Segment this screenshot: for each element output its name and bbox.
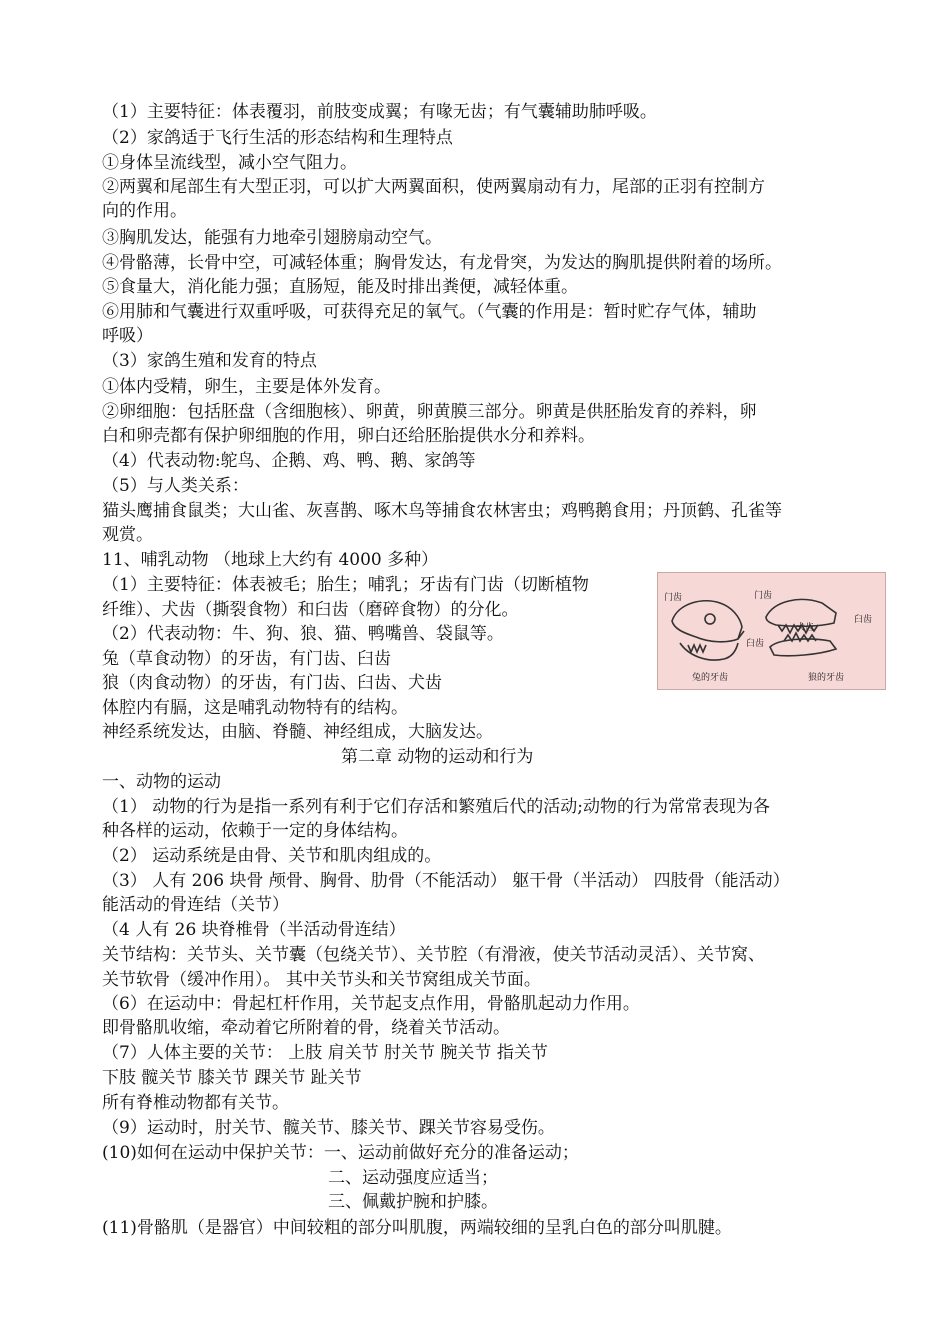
rabbit-skull (672, 601, 744, 660)
molar-label-wolf: 臼齿 (854, 615, 873, 625)
text-line: （9）运动时，肘关节、髋关节、膝关节、踝关节容易受伤。 (102, 1118, 555, 1138)
text-line: （3） 人有 206 块骨 颅骨、胸骨、肋骨（不能活动） 躯干骨（半活动） 四肢骨（能活动） (102, 871, 790, 891)
text-line: （1）主要特征：体表被毛；胎生；哺乳；牙齿有门齿（切断植物 (102, 575, 589, 595)
text-line: (11)骨骼肌（是器官）中间较粗的部分叫肌腹，两端较细的呈乳白色的部分叫肌腱。 (102, 1218, 732, 1238)
text-line: 呼吸） (102, 326, 153, 346)
text-line: （5）与人类关系： (102, 476, 249, 496)
text-line: （4）代表动物:鸵鸟、企鹅、鸡、鸭、鹅、家鸽等 (102, 451, 476, 471)
text-line: （6）在运动中：骨起杠杆作用，关节起支点作用，骨骼肌起动力作用。 (102, 994, 640, 1014)
text-line: （1） 动物的行为是指一系列有利于它们存活和繁殖后代的活动;动物的行为常常表现为各 (102, 797, 770, 817)
text-line: (10)如何在运动中保护关节：一、运动前做好充分的准备运动； (102, 1143, 579, 1163)
text-line: （3）家鸽生殖和发育的特点 (102, 351, 317, 371)
text-line: 即骨骼肌收缩，牵动着它所附着的骨，绕着关节活动。 (102, 1018, 510, 1038)
incisor-label-rabbit: 门齿 (664, 593, 683, 603)
chapter-heading: 第二章 动物的运动和行为 (341, 747, 534, 767)
text-line: 向的作用。 (102, 201, 187, 221)
text-line: 观赏。 (102, 525, 153, 545)
text-line: ②卵细胞：包括胚盘（含细胞核）、卵黄，卵黄膜三部分。卵黄是供胚胎发育的养料，卵 (102, 402, 757, 422)
text-line: 关节结构：关节头、关节囊（包绕关节）、关节腔（有滑液，使关节活动灵活）、关节窝、 (102, 945, 765, 965)
text-line: ②两翼和尾部生有大型正羽，可以扩大两翼面积，使两翼扇动有力，尾部的正羽有控制方 (102, 177, 765, 197)
text-line: 种各样的运动，依赖于一定的身体结构。 (102, 821, 408, 841)
text-line: 纤维）、犬齿（撕裂食物）和臼齿（磨碎食物）的分化。 (102, 600, 519, 620)
text-line: （4 人有 26 块脊椎骨（半活动骨连结） (102, 920, 406, 940)
incisor-label-wolf: 门齿 (754, 591, 773, 601)
text-line: （1）主要特征：体表覆羽，前肢变成翼；有喙无齿；有气囊辅助肺呼吸。 (102, 102, 657, 122)
text-line: 三、佩戴护腕和护膝。 (328, 1192, 498, 1212)
text-line: 下肢 髋关节 膝关节 踝关节 趾关节 (102, 1068, 362, 1088)
text-line: 猫头鹰捕食鼠类；大山雀、灰喜鹊、啄木鸟等捕食农林害虫；鸡鸭鹅食用；丹顶鹤、孔雀等 (102, 501, 782, 521)
canine-label: 犬齿 (796, 623, 815, 633)
text-line: 狼（肉食动物）的牙齿，有门齿、臼齿、犬齿 (102, 673, 442, 693)
text-line: ③胸肌发达，能强有力地牵引翅膀扇动空气。 (102, 228, 442, 248)
text-line: ⑤食量大，消化能力强；直肠短，能及时排出粪便，减轻体重。 (102, 277, 578, 297)
text-line: 一、动物的运动 (102, 772, 221, 792)
text-line: 二、运动强度应适当； (328, 1168, 498, 1188)
text-line: ④骨骼薄，长骨中空，可减轻体重；胸骨发达，有龙骨突，为发达的胸肌提供附着的场所。 (102, 253, 782, 273)
text-line: ⑥用肺和气囊进行双重呼吸，可获得充足的氧气。（气囊的作用是：暂时贮存气体，辅助 (102, 302, 757, 322)
teeth-figure (657, 572, 886, 690)
text-line: （2） 运动系统是由骨、关节和肌肉组成的。 (102, 846, 442, 866)
text-line: 白和卵壳都有保护卵细胞的作用，卵白还给胚胎提供水分和养料。 (102, 426, 595, 446)
text-line: 能活动的骨连结（关节） (102, 895, 289, 915)
wolf-teeth-caption: 狼的牙齿 (808, 673, 845, 683)
text-line: ①身体呈流线型，减小空气阻力。 (102, 153, 357, 173)
text-line: 11、哺乳动物 （地球上大约有 4000 多种） (102, 550, 439, 570)
molar-label-rabbit: 臼齿 (746, 639, 765, 649)
text-line: 关节软骨（缓冲作用）。 其中关节头和关节窝组成关节面。 (102, 970, 541, 990)
text-line: 神经系统发达，由脑、脊髓、神经组成，大脑发达。 (102, 722, 493, 742)
text-line: ①体内受精，卵生，主要是体外发育。 (102, 377, 391, 397)
text-line: （2）家鸽适于飞行生活的形态结构和生理特点 (102, 128, 453, 148)
text-line: （2）代表动物：牛、狗、狼、猫、鸭嘴兽、袋鼠等。 (102, 624, 504, 644)
rabbit-teeth-caption: 兔的牙齿 (692, 673, 729, 683)
text-line: （7）人体主要的关节： 上肢 肩关节 肘关节 腕关节 指关节 (102, 1043, 548, 1063)
text-line: 体腔内有膈，这是哺乳动物特有的结构。 (102, 698, 408, 718)
text-line: 兔（草食动物）的牙齿，有门齿、臼齿 (102, 649, 391, 669)
text-line: 所有脊椎动物都有关节。 (102, 1093, 289, 1113)
